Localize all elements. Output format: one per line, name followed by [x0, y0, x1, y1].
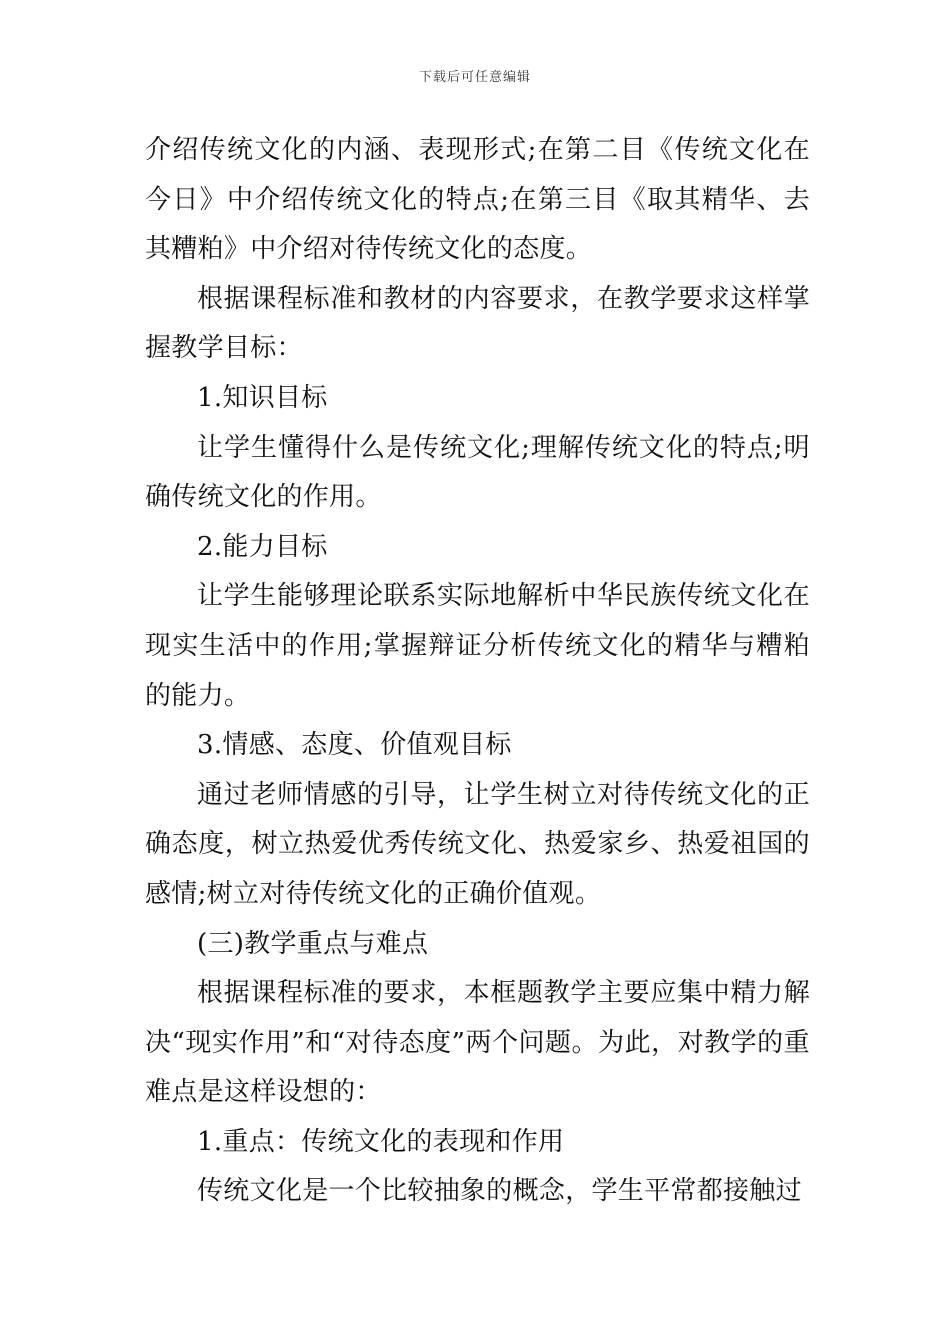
section-heading: 1.知识目标	[197, 382, 328, 413]
paragraph: 根据课程标准的要求，本框题教学主要应集中精力解决“现实作用”和“对待态度”两个问题。为此，对教学的重难点是这样设想的：	[145, 978, 810, 1108]
section-heading: 3.情感、态度、价值观目标	[197, 730, 512, 761]
paragraph: 介绍传统文化的内涵、表现形式;在第二目《传统文化在今日》中介绍传统文化的特点;在第三目《取其精华、去其糟粕》中介绍对待传统文化的态度。	[145, 135, 810, 265]
section-heading: 2.能力目标	[197, 531, 328, 562]
paragraph: 让学生懂得什么是传统文化;理解传统文化的特点;明确传统文化的作用。	[145, 432, 810, 513]
section-heading: 1.重点：传统文化的表现和作用	[197, 1126, 565, 1157]
paragraph: 让学生能够理论联系实际地解析中华民族传统文化在现实生活中的作用;掌握辩证分析传统文化的精华与糟粕的能力。	[145, 581, 810, 711]
paragraph: 通过老师情感的引导，让学生树立对待传统文化的正确态度，树立热爱优秀传统文化、热爱家乡、热爱祖国的感情;树立对待传统文化的正确价值观。	[145, 779, 810, 909]
section-heading: (三)教学重点与难点	[197, 928, 429, 959]
paragraph: 根据课程标准和教材的内容要求，在教学要求这样掌握教学目标：	[145, 283, 810, 364]
document-body	[145, 126, 810, 1217]
page-header: 下载后可任意编辑	[418, 70, 531, 85]
paragraph: 传统文化是一个比较抽象的概念，学生平常都接触过	[197, 1176, 802, 1207]
